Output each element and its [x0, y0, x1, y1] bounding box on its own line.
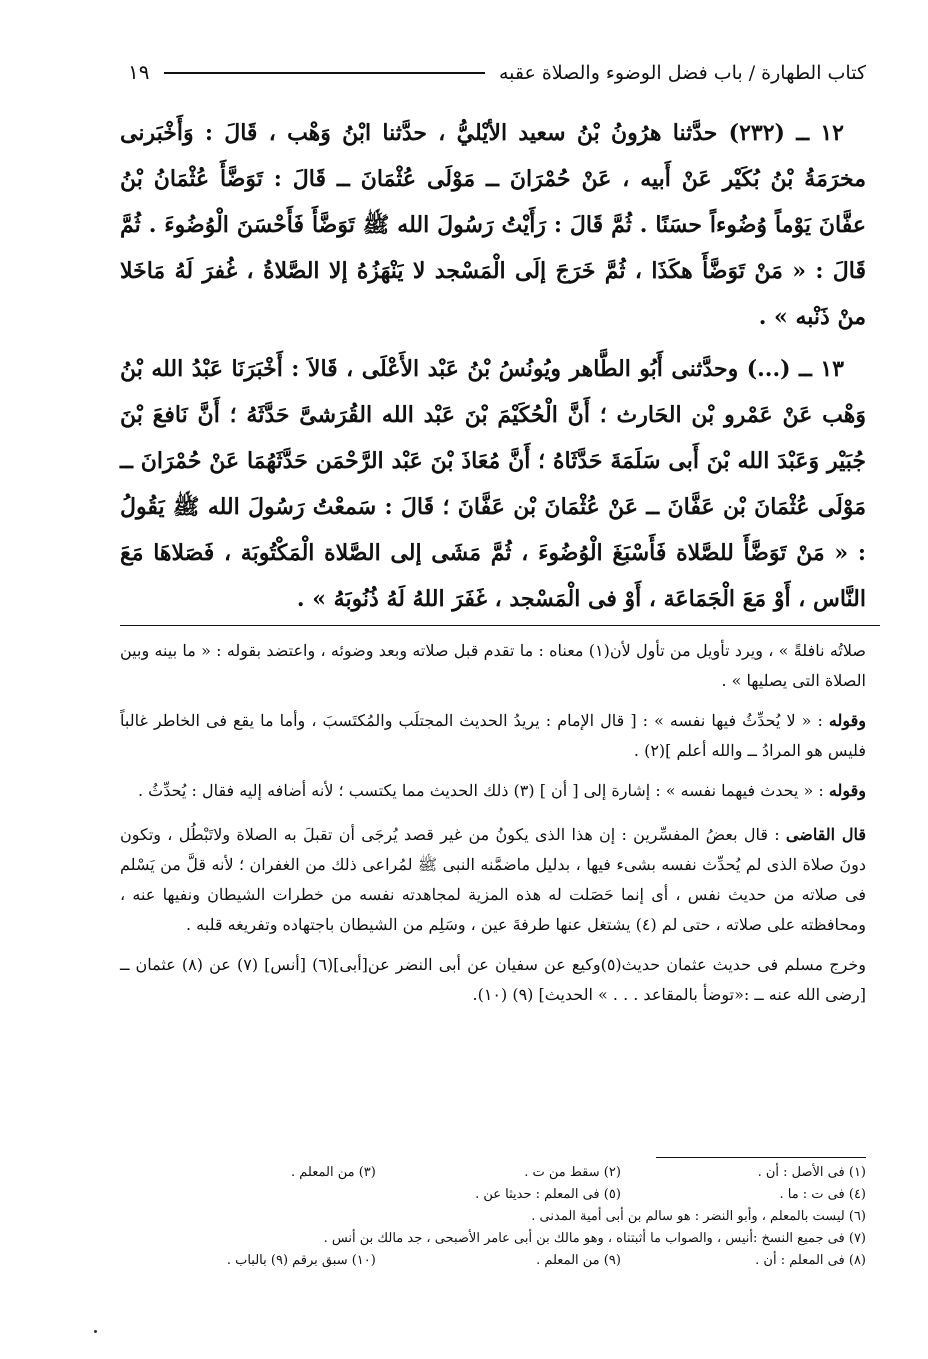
running-header — [128, 58, 866, 88]
page-number: ١٩ — [128, 60, 150, 84]
header-rule — [164, 72, 485, 74]
footnote: (٢) سقط من ت . — [524, 1165, 621, 1180]
commentary — [120, 636, 866, 1020]
paragraph-text: : قال بعضُ المفسِّرين : إن هذا الذى يكونُ من غير قصد يُرجَى أن تقبلَ به الصلاة ولاتَبْطُل ، وتكون دونَ صلاة الذى لم يُحدِّث نفسه بشىء فيها ، بدليل ماضمَّنه النبى ﷺ لمُراعى ذلك من الغفران ؛ لأنه قلَّ من يَسْلم فى صلاته من حديث نفس ، أى إنما حَصَلت له هذه المزية لمجاهدته نفسه من خطرات الشيطان ونفيها عنه ، ومحافظته على صلاته ، حتى لم (٤) يشتغل عنها طرفةَ عين ، وسَلِم من الشيطان باجتهاده وتفريغه قلبه . — [120, 825, 867, 934]
paragraph-lead: وقوله — [828, 711, 866, 730]
commentary-paragraph: وخرج مسلم فى حديث عثمان حديث(٥)وكيع عن سفيان عن أبى النضر عن[أبى](٦) [أنس] (٧) عن (٨) عثمان ــ [رضى الله عنه ــ :«توضأ بالمقاعد . . . » الحديث] (٩) (١٠). — [120, 955, 867, 1004]
commentary-paragraph — [120, 776, 866, 806]
paragraph-text: : « لا يُحدِّثُ فيها نفسه » : [ قال الإمام : يريدُ الحديث المجتلَب والمُكتَسبَ ، وأما ما يقع فى الخاطر غالباً فليس هو المرادُ ــ والله أعلم ](٢) . — [120, 711, 866, 760]
commentary-paragraph: صلاتُه نافلةً » ، ويرد تأويل من تأول لأن(١) معناه : ما تقدم قبل صلاته وبعد وضوئه ، واعتضد بقوله : « ما بينه وبين الصلاة التى يصليها » . — [120, 641, 867, 690]
scan-speck — [94, 1330, 97, 1333]
footnote-row — [130, 1162, 866, 1184]
commentary-paragraph — [120, 820, 866, 940]
footnote: (٨) فى المعلم : أن . — [755, 1253, 866, 1268]
footnote: (١) فى الأصل : أن . — [757, 1165, 866, 1180]
footnote: (٥) فى المعلم : حديثا عن . — [475, 1187, 621, 1202]
commentary-divider — [120, 625, 880, 626]
chapter-title: كتاب الطهارة / باب فضل الوضوء والصلاة عقبه — [498, 62, 866, 84]
footnote: (٩) من المعلم . — [536, 1253, 621, 1268]
footnote-row — [130, 1184, 866, 1206]
commentary-paragraph — [120, 706, 866, 766]
hadith-13: ١٣ ــ (...) وحدَّثنى أَبُو الطَّاهر ويُونُسُ بْنُ عَبْد الأَعْلَى ، قَالاَ : أَخْبَرَنَا عَبْدُ الله بْنُ وَهْب عَنْ عَمْرو بْن الحَارث ؛ أَنَّ الْحُكَيْمَ بْنَ عَبْد الله القُرَشىَّ حَدَّثَهُ ؛ أَنَّ نَافعَ بْنَ جُبَيْر وَعَبْدَ الله بْنَ أَبى سَلَمَةَ حَدَّثَاهُ ؛ أَنَّ مُعَاذَ بْنَ عَبْد الرَّحْمَن حَدَّثَهُمَا عَنْ حُمْرَانَ ــ مَوْلَى عُثْمَانَ بْن عَفَّانَ ــ عَنْ عُثْمَانَ بْن عَفَّانَ ؛ قَالَ : سَمعْتُ رَسُولَ الله ﷺ يَقُولُ : « مَنْ تَوَضَّأَ للصَّلاة فَأَسْبَغَ الْوُضُوءَ ، ثُمَّ مَشَى إلى الصَّلاة الْمَكْتُوبَة ، فَصَلاهَا مَعَ النَّاس ، أَوْ مَعَ الْجَمَاعَة ، أَوْ فى الْمَسْجد ، غَفَرَ اللهُ لَهُ ذُنُوبَهُ » . — [120, 356, 866, 612]
paragraph-lead: قال القاضى — [785, 825, 866, 844]
footnote: (٦) ليست بالمعلم ، وأبو النضر : هو سالم بن أبى أمية المدنى . — [531, 1209, 866, 1224]
footnote: (٣) من المعلم . — [291, 1165, 376, 1180]
paragraph-lead: وقوله — [828, 781, 866, 800]
footnotes — [130, 1162, 866, 1272]
footnote: (٤) فى ت : ما . — [779, 1187, 866, 1202]
footnote-row — [130, 1250, 866, 1272]
footnote-divider — [656, 1157, 866, 1158]
paragraph-text: : « يحدث فيهما نفسه » : إشارة إلى [ أن ] (٣) ذلك الحديث مما يكتسب ؛ لأنه أضافه إليه فقال : يُحدِّثُ . — [137, 781, 829, 800]
hadith-text — [120, 110, 866, 628]
hadith-12: ١٢ ــ (٢٣٢) حدَّثنا هرُونُ بْنُ سعيد الأيْليُّ ، حدَّثنا ابْنُ وَهْب ، قَالَ : وَأَخْبَرنى مخرَمَةُ بْنُ بُكَيْر عَنْ أَبيه ، عَنْ حُمْرَانَ ــ مَوْلَى عُثْمَانَ ــ قَالَ : تَوَضَّأَ عُثْمَانُ بْنُ عفَّانَ يَوْماً وُضُوءاً حسَنًا . ثُمَّ قَالَ : رَأَيْتُ رَسُولَ الله ﷺ تَوَضَّأَ فَأَحْسَنَ الْوُضُوءَ . ثُمَّ قَالَ : « مَنْ تَوَضَّأَ هكَذَا ، ثُمَّ خَرَجَ إلَى الْمَسْجد لا يَنْهَزُهُ إلا الصَّلاةُ ، غُفرَ لَهُ مَاخَلا منْ ذَنْبه » . — [120, 120, 866, 330]
footnote: (١٠) سبق برقم (٩) بالباب . — [226, 1253, 376, 1268]
footnote: (٧) فى جميع النسخ :أنيس ، والصواب ما أثبتناه ، وهو مالك بن أبى عامر الأصبحى ، جد مالك بن أنس . — [323, 1231, 866, 1246]
